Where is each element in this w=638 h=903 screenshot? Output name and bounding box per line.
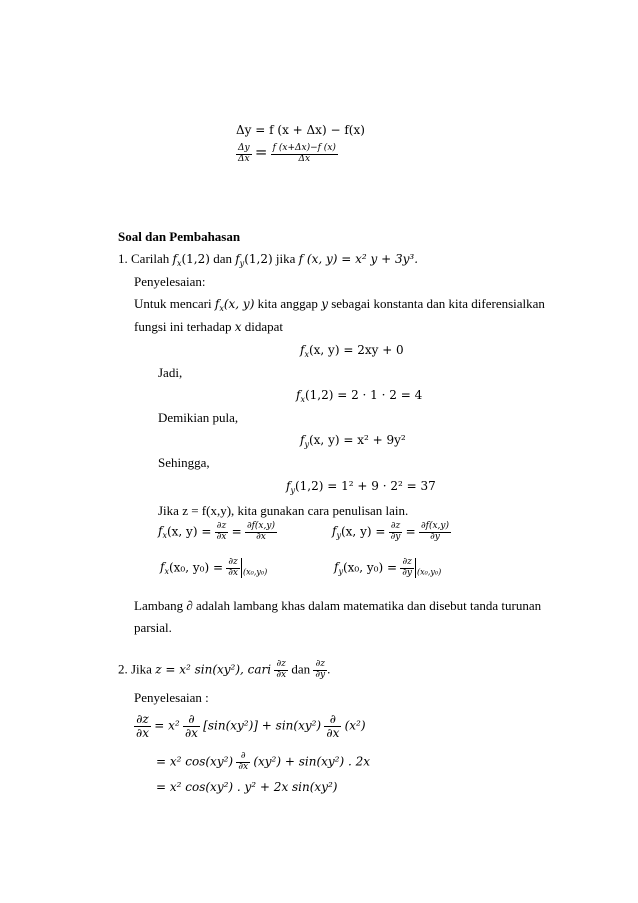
fy-symbol: f xyxy=(235,252,240,266)
fraction-numerator: ∂z xyxy=(274,660,288,671)
fraction-numerator: ∂z xyxy=(215,522,229,533)
fx-subscript: x xyxy=(176,259,182,268)
fx-result-equation: $f_x(x$, y) = 2xy + 0 xyxy=(300,343,404,359)
solution-label-2: Penyelesaian : xyxy=(134,690,209,705)
dz-dx-fraction xyxy=(215,522,229,543)
dfxy-dx-fraction xyxy=(245,522,277,543)
line1-terms: [sin(xy²)] + sin(xy²) xyxy=(203,718,322,733)
fraction-denominator: ∂y xyxy=(390,531,401,542)
demikian-label: Demikian pula, xyxy=(158,410,239,425)
fraction-denominator: ∂y xyxy=(315,669,326,680)
dz-dx-fraction xyxy=(134,713,151,740)
line1-tail: (x²) xyxy=(344,718,366,733)
fraction-numerator: ∂z xyxy=(134,713,151,727)
fraction-denominator: Δx xyxy=(298,153,311,164)
fraction-denominator: ∂x xyxy=(238,761,249,772)
d-dx-operator xyxy=(236,752,250,773)
derivative-line-2 xyxy=(156,752,370,773)
fy-value-equation: $f_y(1,2) = 1^2 + 9 \cdot 2^2 = 37$ xyxy=(286,479,436,495)
fx-point-notation: $f_x(x_0$, y₀) = $\frac{\partial z}{\partial x}$ $_{(x_0,y_0)}$ xyxy=(160,557,268,578)
fx-partial-notation: $f_x(x$, y) = $\frac{\partial z}{\partial x}$ = $\frac{\partial f(x,y)}{\partial x}$ xyxy=(158,521,275,542)
fraction-numerator: ∂f(x,y) xyxy=(420,521,449,531)
section-title: Soal dan Pembahasan xyxy=(118,229,241,244)
fx-value-expression: (1,2) = 2 · 1 · 2 = 4 xyxy=(304,388,423,402)
fx-expression: (x, y) = 2xy + 0 xyxy=(308,343,404,357)
evaluation-bar xyxy=(241,558,242,578)
fy-point-notation: $f_y(x_0$, y₀) = $\frac{\partial z}{\partial y}$ $_{(x_0,y_0)}$ xyxy=(334,557,442,578)
line1-coefficient: = x² xyxy=(154,718,180,733)
fy-partial-notation: $f_y(x$, y) = $\frac{\partial z}{\partial y}$ = $\frac{\partial f(x,y)}{\partial y}$ xyxy=(332,521,449,542)
fx-value-equation: $f_x(1,2) = 2 \cdot 1 \cdot 2 = 4$ xyxy=(296,388,423,404)
question-2: 2. Jika z = x² sin(xy²), cari $\frac{\partial z}{\partial x}$ dan $\frac{\partial z}{\partial y}$ . xyxy=(118,659,331,680)
fy-subscript: y xyxy=(239,259,245,268)
fraction-numerator: ∂z xyxy=(400,558,414,569)
explanation-text: sebagai konstanta dan kita diferensialkan xyxy=(331,296,545,311)
fy-notation-lhs: (x, y) = xyxy=(340,524,386,539)
fraction-denominator: ∂x xyxy=(216,531,227,542)
variable-y: y xyxy=(321,297,328,311)
explanation-text: Untuk mencari xyxy=(134,296,212,311)
fx-argument: (x, y) xyxy=(223,297,255,311)
partial-symbol-note-line-1: Lambang ∂ adalah lambang khas dalam matematika dan disebut tanda turunan xyxy=(134,598,542,613)
fx-subscript: x xyxy=(219,304,224,313)
difference-quotient-equation xyxy=(236,143,338,164)
explanation-text: didapat xyxy=(244,319,284,334)
fx-symbol: f xyxy=(214,297,220,311)
fy-value-expression: (1,2) = 1² + 9 · 2² = 37 xyxy=(294,479,436,493)
sehingga-label: Sehingga, xyxy=(158,455,210,470)
evaluation-point: (x₀,y₀) xyxy=(242,567,268,577)
function-definition: f (x, y) = x² y + 3y³. xyxy=(298,252,419,266)
fraction-denominator: ∂x xyxy=(136,726,149,741)
dfxy-dy-fraction xyxy=(419,522,451,543)
fraction-numerator: ∂ xyxy=(183,713,200,727)
question-text: jika xyxy=(275,251,296,266)
fy-expression: (x, y) = x² + 9y² xyxy=(308,433,406,447)
dz-dy-fraction xyxy=(389,522,403,543)
jadi-label: Jadi, xyxy=(158,365,183,380)
z-definition: z = x² sin(xy²), cari xyxy=(155,662,272,677)
fraction-denominator: ∂x xyxy=(184,726,198,741)
difference-fraction xyxy=(271,144,338,165)
fy0-notation-lhs: (x₀, y₀) = xyxy=(342,560,398,575)
question-number: 2. xyxy=(118,661,128,677)
dz-dy-fraction xyxy=(313,660,327,681)
line2-second-term: (xy²) + sin(xy²) . 2x xyxy=(253,754,371,769)
derivative-line-1 xyxy=(134,713,366,740)
fx-symbol: f xyxy=(172,252,177,266)
dz-dx-fraction xyxy=(274,660,288,681)
fraction-denominator: ∂x xyxy=(276,669,287,680)
fraction-numerator: ∂z xyxy=(313,660,327,671)
fy-argument: (1,2) xyxy=(244,252,273,266)
line2-first-term: = x² cos(xy²) xyxy=(156,754,234,769)
question-text: dan xyxy=(213,251,232,266)
dz-dx-fraction xyxy=(226,558,240,579)
equals-sign: = xyxy=(254,143,268,161)
explanation-line-1 xyxy=(134,296,545,314)
alternative-notation-intro: Jika z = f(x,y), kita gunakan cara penulisan lain. xyxy=(158,503,409,518)
fy-result-equation: $f_y(x$, y) = x² + 9y² xyxy=(300,433,406,449)
derivative-line-3: = x² cos(xy²) . y² + 2x sin(xy²) xyxy=(156,780,338,794)
fraction-denominator: ∂x xyxy=(256,531,266,542)
explanation-line-2 xyxy=(134,319,283,335)
evaluation-bar xyxy=(415,558,416,578)
fraction-numerator: f (x+Δx)−f (x) xyxy=(272,142,336,153)
partial-symbol-note-line-2: parsial. xyxy=(134,620,172,635)
fraction-numerator: ∂f(x,y) xyxy=(246,521,275,531)
fx-argument: (1,2) xyxy=(181,252,210,266)
question-text: dan xyxy=(291,661,311,677)
question-text: Jika xyxy=(131,661,152,677)
question-text: Carilah xyxy=(131,251,170,266)
fraction-numerator: ∂ xyxy=(236,752,250,763)
fraction-numerator: Δy xyxy=(238,142,250,153)
fraction-denominator: ∂y xyxy=(430,531,440,542)
question-1 xyxy=(118,251,418,269)
fraction-denominator: ∂x xyxy=(228,567,238,578)
delta-y-over-delta-x xyxy=(236,144,252,165)
fraction-numerator: ∂z xyxy=(389,522,403,533)
fx0-notation-lhs: (x₀, y₀) = xyxy=(168,560,223,575)
dz-dy-fraction xyxy=(400,558,414,579)
fraction-denominator: ∂x xyxy=(326,726,340,741)
delta-y-equation: Δy = f (x + Δx) − f(x) xyxy=(236,123,365,137)
explanation-text: kita anggap xyxy=(257,296,318,311)
question-number: 1. xyxy=(118,251,128,266)
fx-notation-lhs: (x, y) = xyxy=(166,524,212,539)
fraction-numerator: ∂z xyxy=(226,558,240,569)
d-dx-operator xyxy=(324,713,341,740)
fraction-denominator: Δx xyxy=(238,153,250,164)
fraction-numerator: ∂ xyxy=(324,713,341,727)
solution-label: Penyelesaian: xyxy=(134,274,206,289)
explanation-text: fungsi ini terhadap xyxy=(134,319,232,334)
d-dx-operator xyxy=(183,713,200,740)
fraction-denominator: ∂y xyxy=(402,567,413,578)
variable-x: x xyxy=(234,320,242,334)
evaluation-point: (x₀,y₀) xyxy=(417,567,442,577)
